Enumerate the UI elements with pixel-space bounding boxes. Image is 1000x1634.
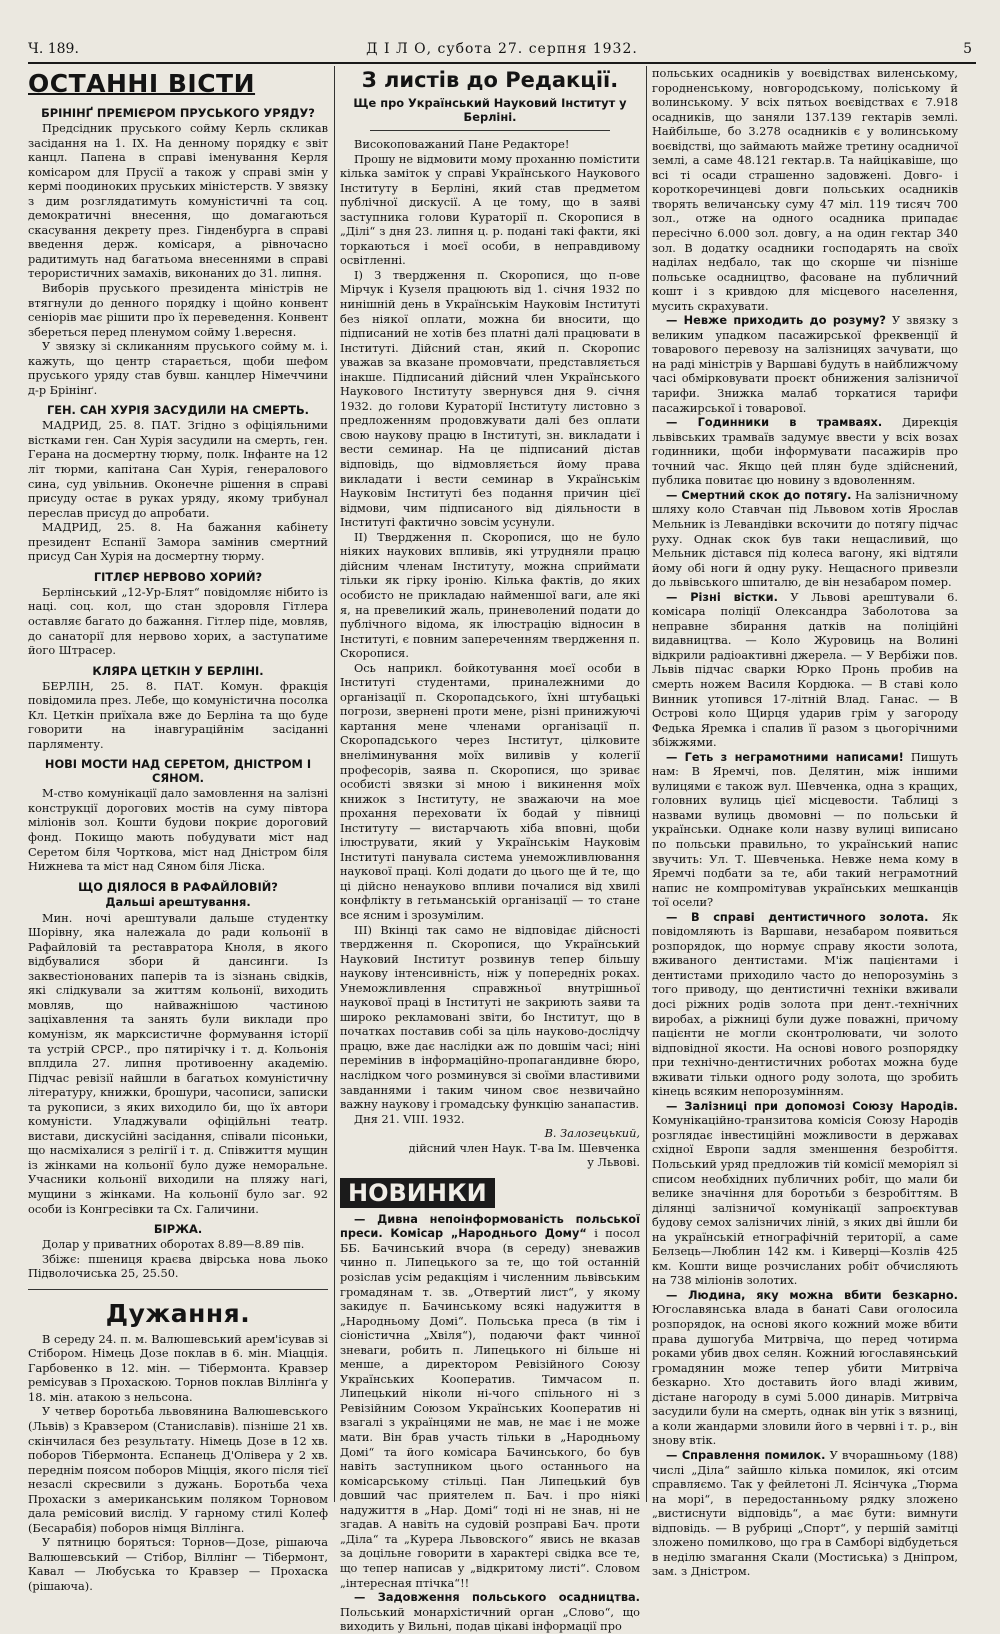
- news-lead: — Справлення помилок.: [666, 1447, 826, 1462]
- news-body: Дирекція львівських трамваїв задумує ввести у всіх возах годинники, щоби інформувати пасажирів про точний час. Якщо цей плян буде здійснений, публика повитає цю новину з вдоволенням.: [652, 415, 958, 488]
- issue-number: Ч. 189.: [28, 41, 79, 57]
- news-body: Як повідомляють із Варшави, незабаром появиться розпорядок, що нормує справу якости золота, вживаного дентистами. М'іж пацієнтами і дентистами приходило часто до непорозумінь з того приводу, що дентистичні техніки вживали досі ріжних родів золота при дент.-технічних виробах, а ріжниці були дуже поважні, причому пацієнти не могли сконтролювати, чи золото відповідної якости. На основі нового розпорядку при технічно-дентистичних роботах можна буде вживати тільки одного роду золота, що зробить кінець всяким непорозумінням.: [652, 909, 958, 1099]
- article-paragraph: Виборів пруського президента міністрів не втягнули до денного порядку і щойно конвент сеніорів має рішити про їх переведення. Конвент збереться перед пленумом сойму 1.вересня.: [28, 281, 328, 339]
- news-lead: — Залізниці при допомозі Союзу Народів.: [666, 1098, 958, 1113]
- section-title-news: НОВИНКИ: [340, 1178, 495, 1208]
- article-paragraph: Берлінський „12-Ур-Блят“ повідомляє нібито із наці. соц. кол, що стан здоровля Гітлера оставляє багато до бажання. Гітлер піде, мовляв, до санаторії для нервово хорих, а заступатиме його Штрасер.: [28, 584, 328, 658]
- article-paragraph: У звязку зі скликанням пруського сойму м. і. кажуть, що центр старається, щоби шефом пруського уряду став бувш. канцлер Німеччини д-р Брінінґ.: [28, 339, 328, 397]
- headline: ГІТЛЄР НЕРВОВО ХОРИЙ?: [93, 569, 263, 584]
- section-title-latest-news: ОСТАННІ ВІСТИ: [28, 69, 256, 98]
- article-paragraph: У четвер боротьба львовянина Валюшевського (Львів) з Кравзером (Станиславів). пізніше 21 хв. скінчилася без результату. Німець Дозе в 12 хв. поборов Тібермонта. Еспанець Д'Олівера у 2 хв. переднім поясом поборов Міцція, якого після тієї незаслі скресвили з дужань. Боротьба чеха Прохаски з американським поляком Торновом дала ремісовий вислід. У гарному стилі Колеф (Бесарабія) поборов німця Віллінга.: [28, 1404, 328, 1535]
- news-body: Польський монархістичний орган „Слово“, що виходить у Вильні, подав цікаві інформації про: [340, 1604, 640, 1634]
- signature-place: у Львові.: [587, 1155, 640, 1170]
- news-body: На залізничному шляху коло Ставчан під Львовом хотів Ярослав Мельник із Левандівки вскочити до потягу підчас руху. Однак скок був таки нещасливий, що Мельник дістався під колеса вагону, які відтяли йому обі ноги й одну руку. Нещасного привезли до львівського шпиталю, де він незабаром помер.: [652, 487, 958, 590]
- subheadline: Ще про Український Науковий Інститут у Берліні.: [353, 96, 627, 124]
- signature-name: В. Залозецький,: [544, 1126, 640, 1141]
- article-paragraph: МАДРИД, 25. 8. На бажання кабінету президент Еспанії Замора замінив смертний присуд Сан Хурія на досмертну тюрму.: [28, 520, 328, 564]
- news-lead: — Смертний скок до потягу.: [666, 487, 852, 502]
- news-lead: — В справі дентистичного золота.: [666, 909, 929, 924]
- page-number: 5: [963, 41, 972, 57]
- news-lead: — Невже приходить до розуму?: [666, 313, 886, 328]
- running-header: [28, 38, 976, 64]
- news-body: і посол ББ. Бачинський вчора (в середу) зневажив чинно п. Липецького за те, що той останній розіслав усім редакціям і численним львівським громадянам т. зв. „Отвертий лист“, у якому закидує п. Бачинському всякі надужиття в „Народньому Домі“. Польська преса (в тім і сіоністична „Хвіля“), подаючи факт чинної зневаги, робить п. Липецького ні більше ні менше, а директором Ревізійного Союзу Українських Кооператив. Тимчасом п. Липецький ніколи ні-чого спільного ні з Ревізійним Союзом Українських Кооператив ні взагалі з українцями не мав, не має і не може мати. Він брав участь тільки в „Народньому Домі“ та його комісара Бачинського, бо був навіть заступником цього останнього на комісарському стільці. Пан Липецький був довший час приятелем п. Бач. і про ніякі надужиття в „Нар. Домі“ тоді ні не знав, ні не згадав. А навіть на судовій розправі Бач. проти „Діла“ та „Курера Львовского“ явись не вказав за доцільне говорити в характері свідка все те, що тепер написав у „відкритому листі“. Словом „інтересная птічка“!!: [340, 1226, 641, 1590]
- news-lead: — Геть з неграмотними написами!: [666, 749, 904, 764]
- signature-title: дійсний член Наук. Т-ва Ім. Шевченка: [408, 1140, 640, 1155]
- article-paragraph: III) Вкінці так само не відповідає дійсності твердження п. Скоропися, що Український Науковий Інститут розвинув тепер більшу наукову інтенсивність, ніж у попередніх роках. Унеможливлення справжньої внутрішньої наукової праці в Інституті не закриють заяви та широко рекламовані звіти, бо Інститут, що в початках поставив собі за ціль науково-дослідчу працю, вже дає наслідки аж по довшім часі; ніні перемінив в інформаційно-пропагандивне бюро, наслідком чого розминувся зі своїми властивими завданнями і таким чином своє незвичайно важну наукову і громадську функцію занапастив.: [340, 922, 640, 1112]
- article-paragraph: БЕРЛІН, 25. 8. ПАТ. Комун. фракція повідомила през. Лебе, що комуністична посолка Кл. Цеткін приїхала вже до Берліна та що буде говорити на інавгураційнім засіданні парляменту.: [28, 678, 328, 751]
- news-body: У вчорашньому (188) числі „Діла“ зайшло кілька помилок, які отсим справляємо. Так у фейлетоні Л. Ясінчука „Тюрма на морі“, в передостанньому рядку зложено „вистиснути відповідь“, а має бути: вимнути відповідь. — В рубриці „Спорт“, у першій замітці зложено помилково, що гра в Самборі відбудеться в неділю змагання Скали (Мостиська) з Дніпром, зам. з Дністром.: [652, 1447, 959, 1579]
- news-lead: — Різні вістки.: [666, 589, 778, 604]
- article-paragraph: Прошу не відмовити мому проханню помістити кілька заміток у справі Українського Наукового Інституту в Берліні, який став предметом публічної дискусії. А це тому, що в заяві заступника голови Кураторії п. Скоропися в „Ділі“ з дня 23. липня ц. р. подані такі факти, які торкаються і моєї особи, в неправдивому освітленні.: [340, 151, 640, 268]
- news-lead: — Людина, яку можна вбити безкарно.: [666, 1287, 958, 1302]
- article-paragraph: М-ство комунікації дало замовлення на залізні конструкції дорогових мостів на суму півтора міліонів зол. Кошти будови покриє дороговий фонд. Покищо мають побудувати міст над Серетом біля Чорткова, міст над Дністром біля Нижнева та міст над Сяном біля Ліска.: [28, 786, 328, 874]
- grain-price: Збіжє: пшениця краєва двірська нова льоко Підволочиська 25, 25.50.: [28, 1251, 328, 1281]
- news-lead: — Годинники в трамваях.: [666, 415, 883, 430]
- article-paragraph: II) Твердження п. Скоропися, що не було ніяких наукових впливів, які утрудняли працю дійсним членам Інституту, можна сприймати тільки як гірку іронію. Кілька фактів, до яких особисто не прикладаю найменшої ваги, але які я, на превеликий жаль, приневолений подати до публічного відома, як ілюстрацію відносин в Інституті, є повним запереченням твердження п. Скоропися.: [340, 529, 640, 661]
- headline: НОВІ МОСТИ НАД СЕРЕТОМ, ДНІСТРОМ І СЯНОМ.: [44, 757, 312, 786]
- news-body: У Львові арештували 6. комісара поліції Олександра Заболотова за неправне збирання датків на поліційні видавництва. — Коло Журовиць на Волині відкрили радіоактивні джерела. — У Вербіжи пов. Львів підчас сварки Юрко Пронь пробив на смерть ножем Василя Кордюка. — В ставі коло Винник утопився 17-літній Влад. Ганас. — В Острові коло Щирця ударив грім у загороду Федька Яремка і спалив її разом з цьогорічними збіжжями.: [652, 589, 958, 750]
- article-paragraph: В середу 24. п. м. Валюшевський арем'ісував зі Стібором. Німець Дозе поклав в 6. мін. Міацція. Гарбовенко в 12. мін. — Тібермонта. Кравзер ремісував з Прохаскою. Торнов поклав Віллінґа у 18. мін. атакою з нельсона.: [28, 1331, 328, 1404]
- divider: [28, 1289, 328, 1290]
- article-paragraph: МАДРИД, 25. 8. ПАТ. Згідно з офіціяльними вістками ген. Сан Хурія засудили на смерть, ген. Герана на досмертну тюрму, полк. Інфанте на 12 літ тюрми, капітана Сан Хурія, генералового сина, суд увільнив. Оконечне рішення в справі присуду остає в руках уряду, якому трибунал переслав присуд до апробати.: [28, 418, 328, 520]
- divider: [370, 130, 610, 131]
- subheadline: Дальші арештування.: [105, 894, 251, 909]
- article-continuation: польських осадників у воєвідствах виленському, городненському, новгородському, поліському й волинському. У всіх пятьох воєвідствах є 7.918 осадників, що заняли 137.139 гектарів землі. Найбільше, бо 3.278 осадників є у волинському воєвідстві, що займають майже третину осадничої землі, а саме 48.121 гектар.в. Та найцікавіше, що всі ті осади страшенно задовжені. Довго- і короткоречинцеві довги польських осадників творять величанську суму 47 міл. 119 тисяч 700 зол., отже на одного осадника припадає пересічно 6.000 зол. довгу, а на один гектар 340 зол. В додатку осадники господарять на своїх наділах недбало, так що скорше чи пізніше польське осадництво, фасоване на публичний кошт і з кривдою для місцевого населення, мусить скрахувати.: [652, 66, 958, 313]
- article-paragraph: Предсідник пруського сойму Керль скликав засідання на 1. IX. На денному порядку є звіт канцл. Папена в справі іменування Керля комісаром для Прусії а також у справі змін у кермі поодиноких пруських міністерств. У звязку з дим розглядатимуть комуністичні та соц. демократичні внесення, що домагаються скасування декрету през. Гінденбурга в справі введення держ. комісаря, а рівночасно радитимуть над багатьома внесеннями в справі терористичних замахів, виконаних до 31. липня.: [28, 121, 328, 281]
- news-lead: — Дивна непоінформованість польської преси. Комісар „Народнього Дому“: [340, 1211, 640, 1241]
- headline: ГЕН. САН ХУРІЯ ЗАСУДИЛИ НА СМЕРТЬ.: [46, 403, 310, 418]
- news-body: Югославянська влада в банаті Сави оголосила розпорядок, на основі якого кожний може вбити права душогуба Митрвіча, що перед чотирма роками убив двох селян. Кожний югославянський громадянин може тепер убити Митрвіча безкарно. Хто доставить його владі живим, дістане нагороду в сумі 5.000 динарів. Митрвіча засудили були на смерть, однак він утік з вязниці, а коли жандарми зловили його в червні і т. р., він знову втік.: [652, 1302, 958, 1448]
- section-title-wrestling: Дужання.: [105, 1298, 251, 1328]
- exchange-rate: Долар у приватних оборотах 8.89—8.89 пів.: [42, 1237, 305, 1252]
- headline: ЩО ДІЯЛОСЯ В РАФАЙЛОВІЙ?: [78, 879, 278, 894]
- column-rule: [334, 66, 335, 1502]
- column-2: [340, 66, 641, 1634]
- letter-date: Дня 21. VIII. 1932.: [354, 1111, 465, 1126]
- article-paragraph: I) З твердження п. Скоропися, що п-ове Мірчук і Кузеля працюють від 1. січня 1932 по нинішній день в Українськім Науковім Інституті без ніякої оплати, можна би вносити, що підписаний не хотів без платні далі працювати в Інституті. Дійсний стан, який п. Скоропис уважав за вказане промовчати, представляється інакше. Підписаний дійсний член Українського Наукового Інституту звернувся дня 9. січня 1932. до голови Кураторії Інституту листовно з предложенням продовжувати далі без оплати свою наукову працю в Інституті, зн. викладати і вести семинар. На це підписаний дістав відповідь, що відмовляється йому права викладати і вести семинар в Українськім Науковім Інституті без подання причин цієї відмови, чим підписаного від діяльности в Інституті фактично зовсім усунули.: [340, 267, 640, 530]
- article-paragraph: У пятницю боряться: Торнов—Дозе, рішаюча Валюшевський — Стібор, Віллінг — Тібермонт, Кавал — Любуська то Кравзер — Прохаска (рішаюча).: [28, 1535, 328, 1594]
- masthead-date: Д І Л О, субота 27. серпня 1932.: [366, 41, 638, 57]
- column-3: [652, 66, 959, 1579]
- news-body: У звязку з великим упадком пасажирської фреквенції й товарового перевозу на залізницях зачувати, що на раді міністрів у Варшаві будуть в найближчому часі обмірковувати проєкт обнижения залізничої тарифи. Знижка малаб торкатися тарифи пасажирської і товарової.: [652, 313, 959, 415]
- column-rule: [646, 66, 647, 1502]
- headline: БІРЖА.: [153, 1222, 203, 1237]
- column-1: [28, 66, 328, 1594]
- headline: КЛЯРА ЦЕТКІН У БЕРЛІНІ.: [92, 663, 264, 678]
- news-body: Комунікаційно-транзитова комісія Союзу Народів розглядає інвестиційні можливости в державах східної Европи задля зменшення безробіття. Польський уряд предложив тій комісії меморіял зі списом необхідних публичних робіт, що мали би велике значіння для боротьби з безробіттям. В ділянці залізничої комунікації запроєктував будову семох залізничих ліній, з яких дві йшли би на українській етнографічній території, а саме Белзець—Люблин 142 км. і Киверці—Козлів 425 км. Кошти вище розчисланих робіт обчисляють на 738 міліонів золотих.: [652, 1113, 958, 1288]
- section-title-letters: З листів до Редакції.: [361, 68, 619, 92]
- news-lead: — Задовження польського осадництва.: [354, 1590, 640, 1605]
- article-paragraph: Мин. ночі арештували дальше студентку Шорівну, яка належала до ради кольонії в Рафайловій та реставратора Кноля, в якого відбувалися збори й дансинги. Із заквестіонованих паперів та із зізнань свідків, які слідкували за життям кольонії, виходить мовляв, що найважнішою частиною заціхавлення та занять були виклади про комунізм, як марксистичне формування історії та устрій СРСР., про пятирічку і т. д. Кольонія вплдила 27. липня противоенну академію. Підчас ревізії найшли в багатьох комуністичну літературу, книжки, брошури, часописи, записки та рукописи, з яких виходило би, що їх автори комуністи. Уладжували офіційльні театр. вистави, дискусійні засідання, співали пісоньки, що насміхалися з релігії і т. д. Співжиття мущин із жінками на кольонії було дуже неморальне. Учасники кольонії виходили на пляжу нагі, мущини з жінками. На кольонії було заг. 92 особи із Конгресівки та Сх. Галичини.: [28, 910, 328, 1216]
- article-paragraph: Ось наприкл. бойкотування моєї особи в Інституті студентами, приналежними до організації п. Скоропадського, їхні штубацькі погрози, звернені проти мене, різні принижуючі картання мене членами організації п. Скоропадського через Інститут, цілковите внеліминування моїх виливів у колегії професорів, заява п. Скоропися, що зриває особисті звязки зі мною і викинення моїх книжок з Інституту, не зважаючи на мое прохання переховати їх бодай у півниці Інституту — вистарчають хіба вповні, щоби ілюструвати, який у Українськім Науковім Інституті панувала система унеможливлювання наукової праці. Колі додати до цього ще й те, що ці дійсно ненауково впливи почалися від хвилі конфлікту в гетьманській організації — то стане все ясним і зрозумілим.: [340, 660, 640, 922]
- letter-greeting: Високоповажаний Пане Редакторе!: [354, 137, 570, 151]
- headline: БРІНІНҐ ПРЕМІЄРОМ ПРУСЬКОГО УРЯДУ?: [41, 106, 315, 120]
- news-body: Пишуть нам: В Яремчі, пов. Делятин, між іншими вулицями є також вул. Шевченка, одна з кращих, головних вулиць цієї місцевости. Таблиці з назвами вулиць двомовні — по польськи й українськи. Однаке коли назву вулиці виписано по польськи правильно, то український напис звучить: Ул. Т. Шевченька. Невже нема кому в Яремчі подбати за те, аби такий неграмотний напис не компромітував українських мешканців тої осели?: [652, 749, 958, 910]
